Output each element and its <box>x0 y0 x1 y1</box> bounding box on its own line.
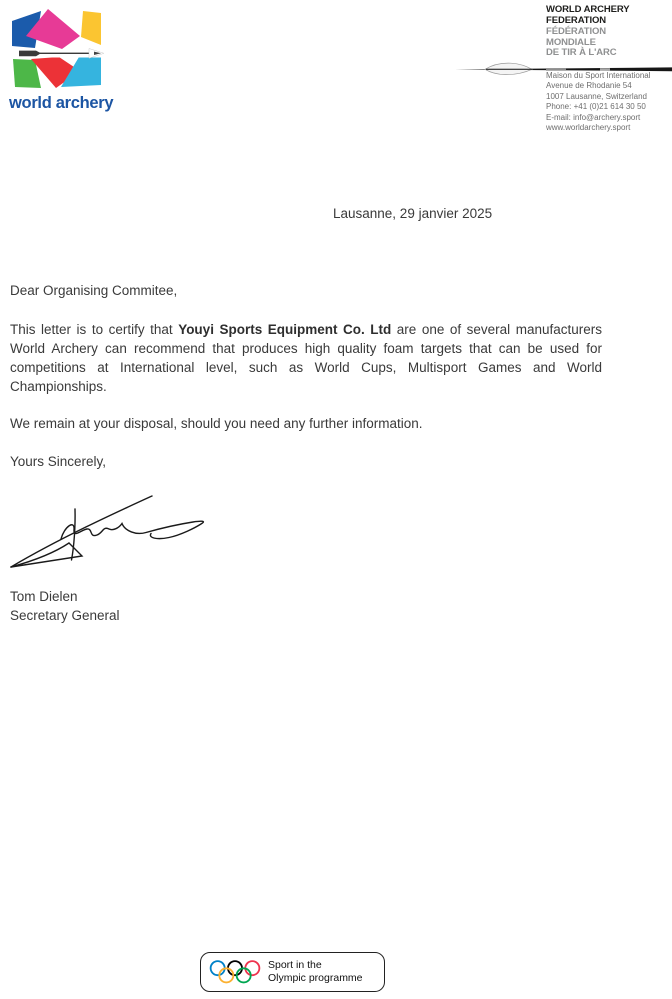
org-name-en <box>546 5 630 26</box>
olympic-label-line1: Sport in the <box>268 959 322 971</box>
closing-paragraph: We remain at your disposal, should you need any further information. <box>10 416 423 431</box>
address-line-building: Maison du Sport International <box>546 71 651 80</box>
org-name-en-line1: WORLD ARCHERY <box>546 4 630 15</box>
world-archery-wordmark: world archery <box>9 94 114 112</box>
address-line-street: Avenue de Rhodanie 54 <box>546 81 632 91</box>
address-line-website: www.worldarchery.sport <box>546 123 631 133</box>
salutation: Dear Organising Commitee, <box>10 283 178 298</box>
olympic-programme-badge <box>200 952 385 992</box>
org-name-fr-line3: DE TIR À L'ARC <box>546 47 617 58</box>
dateline: Lausanne, 29 janvier 2025 <box>333 206 493 221</box>
org-name-fr-line2: MONDIALE <box>546 36 596 48</box>
org-name-fr <box>546 27 617 59</box>
address-line-city: 1007 Lausanne, Switzerland <box>546 91 647 101</box>
olympic-rings-icon <box>209 958 261 986</box>
address-line-email: E-mail: info@archery.sport <box>546 112 641 122</box>
org-name-en-line2: FEDERATION <box>546 14 607 26</box>
signer-name: Tom Dielen <box>10 589 78 604</box>
body-text-prefix: This letter is to certify that <box>10 322 179 337</box>
olympic-label-line2: Olympic programme <box>268 972 363 984</box>
address-line-phone: Phone: +41 (0)21 614 30 50 <box>546 102 646 112</box>
address-block <box>546 71 651 133</box>
body-paragraph <box>10 320 602 396</box>
body-text-suffix: are one of several manufacturers World Archery can recommend that produces high quality foam targets that can be used for competitions at International level, such as World Cups, Multisport Games and World Championships. <box>10 322 602 394</box>
company-name: Youyi Sports Equipment Co. Ltd <box>178 322 392 337</box>
signer-title: Secretary General <box>10 608 120 623</box>
world-archery-logo-icon <box>10 8 104 93</box>
org-name-fr-line1: FÉDÉRATION <box>546 26 607 37</box>
olympic-programme-label <box>268 959 363 985</box>
valediction: Yours Sincerely, <box>10 454 107 469</box>
signature-icon <box>5 486 220 576</box>
